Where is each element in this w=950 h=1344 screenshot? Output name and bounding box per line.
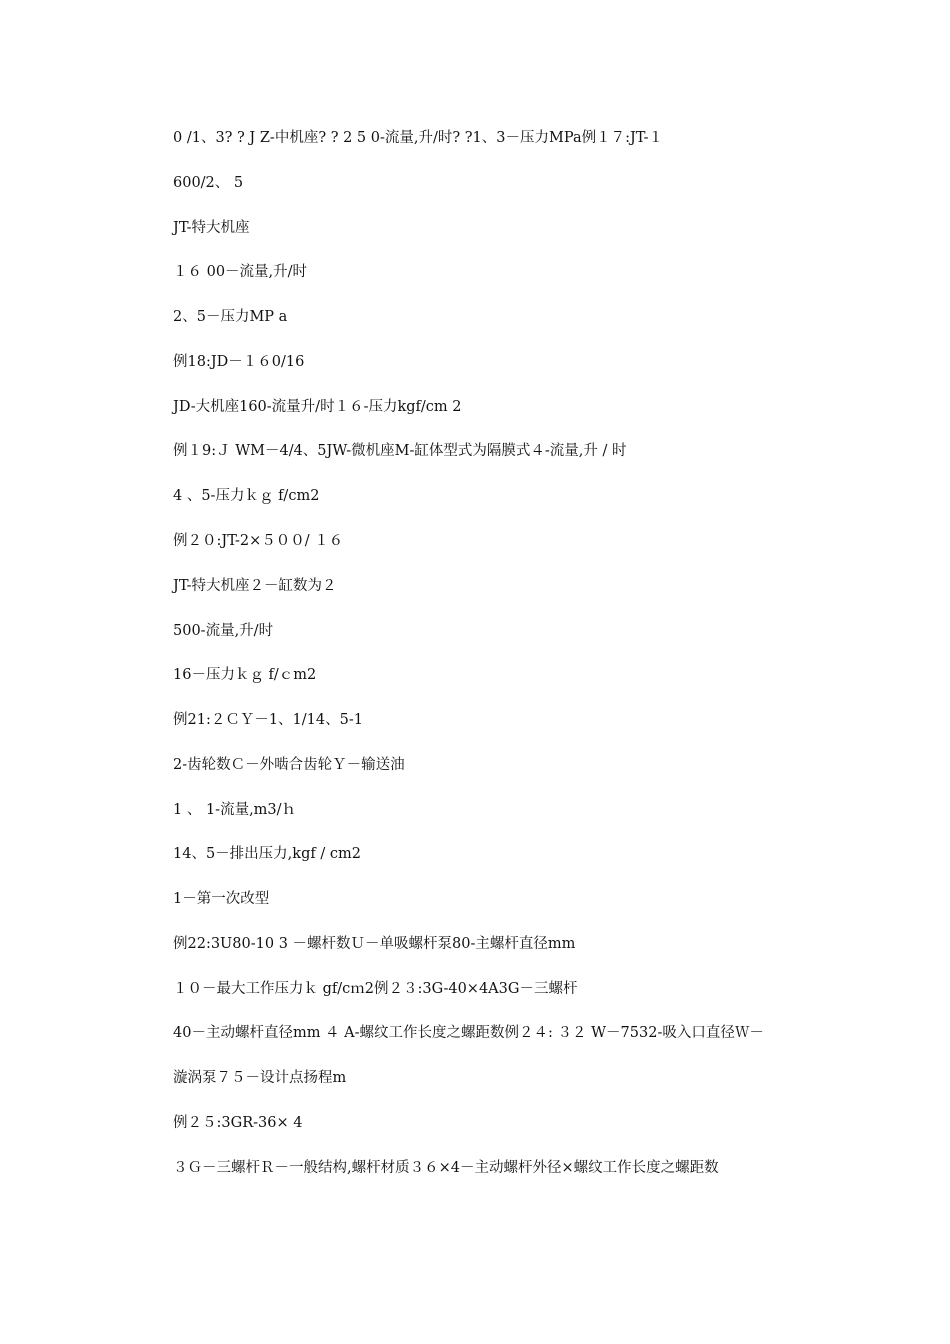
- text-line: 16－压力ｋｇ f/ｃm2: [173, 667, 317, 683]
- text-line: JT-特大机座２－缸数为２: [173, 578, 337, 594]
- text-line: 600/2、 5: [173, 175, 244, 191]
- text-line: 漩涡泵７５－设计点扬程m: [173, 1070, 347, 1086]
- text-line: 4 、5-压力ｋｇ f/cm2: [173, 488, 320, 504]
- text-line: 500-流量,升/时: [173, 623, 274, 639]
- text-line: １０－最大工作压力ｋ gf/cｍ2例２３:3G-40×4A3G－三螺杆: [173, 981, 578, 997]
- text-line: 1－第一次改型: [173, 891, 270, 907]
- text-line: 14、5－排出压力,kgf / cm2: [173, 846, 361, 862]
- text-line: 2-齿轮数Ｃ－外啮合齿轮Ｙ－输送油: [173, 757, 405, 773]
- text-line: 例21:２ＣＹ－1、1/14、5-1: [173, 712, 363, 728]
- text-line: 例２５:3GR-36× 4: [173, 1115, 303, 1131]
- text-line: 0 /1、3? ? J Z-中机座? ? 2 5 0-流量,升/时? ?1、3－压力MPa例１７:JT-１: [173, 130, 663, 146]
- text-line: 例22:3U80-10 3 －螺杆数Ｕ－单吸螺杆泵80-主螺杆直径mm: [173, 936, 576, 952]
- text-line: 2、5－压力MP a: [173, 309, 288, 325]
- text-line: 例18:JD－１６0/16: [173, 354, 305, 370]
- text-line: 例１9:Ｊ WM－4/4、5JW-微机座M-缸体型式为隔膜式４-流量,升 / 时: [173, 443, 627, 459]
- text-line: JT-特大机座: [173, 220, 250, 236]
- text-line: 例２０:JT-2×５００/ １６: [173, 533, 344, 549]
- text-line: 40－主动螺杆直径mm ４ A-螺纹工作长度之螺距数例２４: ３２ W－7532-吸入口直径Ｗ－: [173, 1025, 764, 1041]
- text-line: JD-大机座160-流量升/时１６-压力kgf/cm 2: [173, 399, 462, 415]
- text-line: 1 、 1-流量,m3/ｈ: [173, 802, 297, 818]
- text-line: １６ 00－流量,升/时: [173, 264, 308, 280]
- text-line: ３Ｇ－三螺杆Ｒ－一般结构,螺杆材质３６×4－主动螺杆外径×螺纹工作长度之螺距数: [173, 1160, 719, 1176]
